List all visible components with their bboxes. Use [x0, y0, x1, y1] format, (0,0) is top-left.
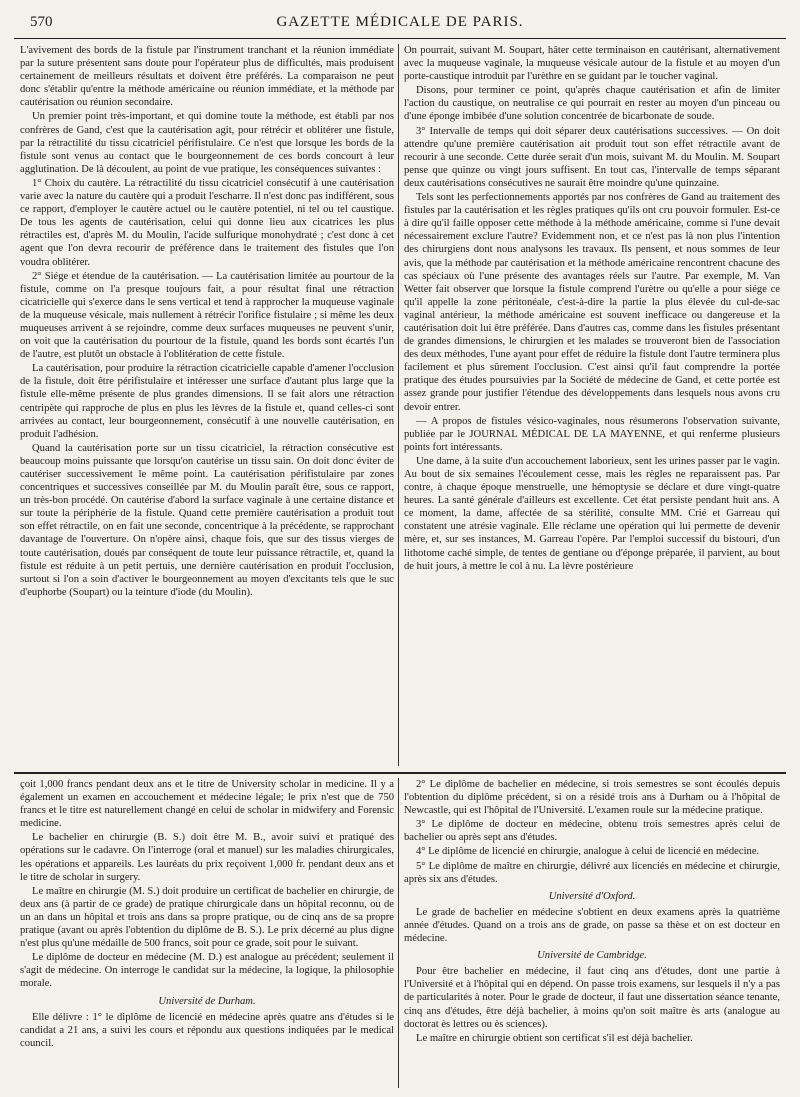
section-heading: Université d'Oxford. [548, 890, 636, 902]
section-heading: Université de Cambridge. [537, 950, 647, 962]
paragraph: Le diplôme de docteur en médecine (M. D.) est analogue au précédent; seulement il s'agit de médecine. On interroge le candidat sur la médecine, la logique, la philosophie morale. [20, 952, 394, 990]
top-left-column [20, 44, 394, 766]
paragraph: Quand la cautérisation porte sur un tissu cicatriciel, la rétraction consécutive est beaucoup moins puissante que lorsqu'on cautérise un tissu sain. On doit donc éviter de cautériser successivement le même point. La cautérisation périfistulaire par zones concentriques et successives conseillée par M. du Moulin paraît être, sous ce rapport, un très-bon procédé. On cautérise d'abord la surface vaginale à une certaine distance et sur toute la périphérie de la fistule. Quand cette première cautérisation a produit tout son effet rétractile, on en fait une seconde, concentrique à la précédente, se rapprochant davantage de l'ouverture. On n'opère ainsi, chaque fois, que sur des tissus vierges de toute cautérisation, doués par conséquent de toute leur puissance rétractile, et, quand la fistule est réduite à un petit pertuis, une dernière cautérisation en produit l'occlusion, surtout si l'on a soin d'activer le bourgeonnement au moyen d'excitants tels que le suc d'euphorbe (Soupart) ou la teinture d'iode (du Moulin). [20, 442, 394, 598]
paragraph: — A propos de fistules vésico-vaginales, nous résumerons l'observation suivante, publiée par le JOURNAL MÉDICAL DE LA MAYENNE, et qui renferme plusieurs points fort intéressants. [404, 415, 780, 453]
paragraph: Un premier point très-important, et qui domine toute la méthode, est établi par nos confrères de Gand, c'est que la cautérisation agit, pour rétrécir et oblitérer une fistule, par la rétractilité du tissu cicatriciel périfistulaire. Ce n'est que lorsque les bords de la fistule sont venus au contact que le bourgeonnement de ces bords concourt à leur agglutination. De là découlent, au point de vue pratique, les conséquences suivantes : [20, 111, 394, 175]
page-header [0, 14, 800, 36]
paragraph: 3° Intervalle de temps qui doit séparer deux cautérisations successives. — On doit attendre qu'une première cautérisation ait produit tout son effet rétractile avant de recourir à une seconde. Cette durée serait d'un mois, suivant M. du Moulin. M. Soupart pense que quinze ou vingt jours suffisent. En tout cas, l'intervalle de temps séparant deux cautérisations consécutives ne saurait être moindre qu'une quinzaine. [404, 125, 780, 189]
paragraph: Tels sont les perfectionnements apportés par nos confrères de Gand au traitement des fistules par la cautérisation et les règles pratiques qu'ils ont cru pouvoir formuler. Est-ce à dire qu'il faille opposer cette méthode à la méthode américaine, comme si l'une devait nécessairement exclure l'autre? Evidemment non, et ce n'est pas là non plus l'intention des chirurgiens dont nous analysons les travaux. Ils pensent, et nous sommes de leur avis, que la méthode par cautérisation et la méthode américaine rencontrent chacune des cas spéciaux où l'une présente des avantages réels sur l'autre. Par exemple, M. Van Wetter fait observer que lorsque la fistule comprend l'urètre ou qu'elle a pour siége ce qu'il appelle la zone péritonéale, c'est-à-dire la partie la plus élevée du cul-de-sac vaginal antérieur, la méthode américaine est souvent inefficace ou dangereuse et la cautérisation doit lui être préférée. Dans d'autres cas, comme dans les fistules présentant de grandes dimensions, le chirurgien et les malades se trouveront bien de l'association des deux méthodes, l'une ayant pour effet de réduire la fistule dont l'autre terminera plus facilement et plus sûrement l'occlusion. C'est ainsi qu'il faut comprendre la portée pratique des études poursuivies par la Société de médecine de Gand, et cette portée est assez grande pour justifier l'étendue des développements dans lesquels nous avons cru devoir entrer. [404, 192, 780, 413]
paragraph: Le maître en chirurgie (M. S.) doit produire un certificat de bachelier en chirurgie, de deux ans (à partir de ce grade) de pratique chirurgicale dans un hôpital reconnu, ou de un an dans un hôpital et trois ans dans sa propre pratique, ou de cinq ans de sa propre pratique (avant ou après l'obtention du diplôme de B. S.). Le prix décerné au plus digne n'est plus qu'une médaille de 500 francs, soit pour ce grade, soit pour le suivant. [20, 885, 394, 950]
paragraph: Le bachelier en chirurgie (B. S.) doit être M. B., avoir suivi et pratiqué des opérations sur le cadavre. On l'interroge (oral et manuel) sur les maladies chirurgicales, les opérations et appareils. Les lauréats du prix reçoivent 1,000 fr. pendant deux ans et le titre de scholar in surgery. [20, 832, 394, 883]
page-number: 570 [30, 14, 53, 30]
paragraph: çoit 1,000 francs pendant deux ans et le titre de University scholar in medicine. Il y a également un examen en accouchement et médecine légale; le prix n'est que de 750 francs et le titre est naturellement changé en celui de scholar in midwifery and Forensic medicine. [20, 779, 394, 830]
paragraph: 5° Le diplôme de maître en chirurgie, délivré aux licenciés en médecine et chirurgie, après six ans d'études. [404, 860, 780, 885]
paragraph: 4° Le diplôme de licencié en chirurgie, analogue à celui de licencié en médecine. [416, 846, 760, 858]
section-rule [14, 772, 786, 774]
paragraph: Le grade de bachelier en médecine s'obtient en deux examens après la quatrième année d'études. Quand on a trois ans de grade, on passe sa thèse et on est docteur en médecine. [404, 906, 780, 945]
journal-title: GAZETTE MÉDICALE DE PARIS. [276, 14, 524, 30]
paragraph: On pourrait, suivant M. Soupart, hâter cette terminaison en cautérisant, alternativement avec la muqueuse vaginale, la muqueuse vésicale autour de la fistule et au moyen d'un porte-caustique introduit par l'urèthre en se guidant par le toucher vaginal. [404, 45, 780, 83]
paragraph: L'avivement des bords de la fistule par l'instrument tranchant et la réunion immédiate par la suture présentent sans doute pour l'opérateur plus de difficultés, mais produisent certainement de meilleurs résultats et doivent être préférés. La comparaison ne peut donc s'établir qu'entre la méthode américaine ou réunion immédiate, et la méthode par cautérisation ou réunion secondaire. [20, 45, 394, 109]
paragraph: Pour être bachelier en médecine, il faut cinq ans d'études, dont une partie à l'Université et à l'hôpital qui en dépend. On passe trois examens, sur lesquels il n'y a pas de particularités à noter. Pour le grade de docteur, il faut une dissertation séance tenante, cinq ans d'études, être déjà bachelier, à moins qu'on soit maître ès arts (analogue au doctorat ès lettres ou ès sciences). [404, 966, 780, 1030]
paragraph: 2° Siége et étendue de la cautérisation. — La cautérisation limitée au pourtour de la fistule, comme on l'a presque toujours fait, a pour résultat final une rétraction cicatricielle qui s'exerce dans le sens vertical et tend à rapprocher la muqueuse vaginale de la muqueuse vésicale, mais nullement à rétrécir l'orifice fistulaire ; si même les deux muqueuses arrivent à se rejoindre, comme deux surfaces muqueuses ne peuvent s'unir, on voit que la cautérisation du pourtour de la fistule, quand les bords sont écartés l'un de l'autre, est plutôt un obstacle à l'oblitération de cette fistule. [20, 270, 394, 361]
header-rule [14, 38, 786, 39]
paragraph: 3° Le diplôme de docteur en médecine, obtenu trois semestres après celui de bachelier ou après sept ans d'études. [404, 819, 780, 844]
bottom-right-column [404, 778, 780, 1088]
paragraph: 2° Le diplôme de bachelier en médecine, si trois semestres se sont écoulés depuis l'obtention du diplôme précédent, si on a résidé trois ans à Durham ou à l'hôpital de Newcastle, qui est l'hôpital de l'Université. L'examen roule sur la médecine pratique. [404, 779, 780, 817]
paragraph: 1° Choix du cautère. La rétractilité du tissu cicatriciel consécutif à une cautérisation varie avec la nature du cautère qui a produit l'escharre. Il n'est donc pas indifférent, sous ce rapport, d'employer le cautère actuel ou le cautère potentiel, ni tel ou tel caustique. De tous les agents de cautérisation, celui qui donne lieu aux cicatrices les plus rétractiles est, d'après M. du Moulin, l'acide sulfurique monohydraté ; c'est donc à cet agent que l'on devra recourir de préférence dans le traitement des fistules que l'on voudra oblitérer. [20, 177, 394, 268]
bottom-left-column [20, 778, 394, 1088]
column-divider [398, 778, 399, 1088]
paragraph: Le maître en chirurgie obtient son certificat s'il est déjà bachelier. [416, 1032, 693, 1044]
column-divider [398, 44, 399, 766]
paragraph: Disons, pour terminer ce point, qu'après chaque cautérisation et afin de limiter l'action du caustique, on neutralise ce qui pourrait en rester au moyen d'un pinceau ou d'une éponge imbibée d'une solution concentrée de bicarbonate de soude. [404, 85, 780, 123]
paragraph: La cautérisation, pour produire la rétraction cicatricielle capable d'amener l'occlusion de la fistule, doit être périfistulaire et intéresser une surface d'autant plus large que la fistule elle-même présente de plus grandes dimensions. Il se fait alors une rétraction centripète qui rapproche de plus en plus les lèvres de la fistule et, quand celles-ci sont arrivées au contact, leur bourgeonnement, consécutif à une nouvelle cautérisation, en produit l'adhésion. [20, 363, 394, 440]
paragraph: Elle délivre : 1° le diplôme de licencié en médecine après quatre ans d'études si le candidat a 21 ans, a suivi les cours et répondu aux questions indiquées par le medical council. [20, 1011, 394, 1049]
section-heading: Université de Durham. [158, 995, 256, 1007]
paragraph: Une dame, à la suite d'un accouchement laborieux, sent les urines passer par le vagin. Au bout de six semaines l'écoulement cesse, mais les règles ne reparaissent pas. Par contre, à chaque époque menstruelle, une hémoptysie se déclare et dure vingt-quatre heures. La santé générale d'ailleurs est excellente. Cet état persiste pendant huit ans. A ce moment, la dame, affectée de sa stérilité, consulte MM. Crié et Garreau qui constatent une atrésie vaginale. Elle réclame une opération qui lui permette de devenir mère, et, sur ses instances, M. Garreau l'opère. Par l'emploi successif du bistouri, d'un lithotome caché simple, de tentes de gentiane ou d'éponge préparée, il parvient, au bout de huit jours, à mettre le col à nu. La lèvre postérieure [404, 455, 780, 572]
top-right-column [404, 44, 780, 766]
